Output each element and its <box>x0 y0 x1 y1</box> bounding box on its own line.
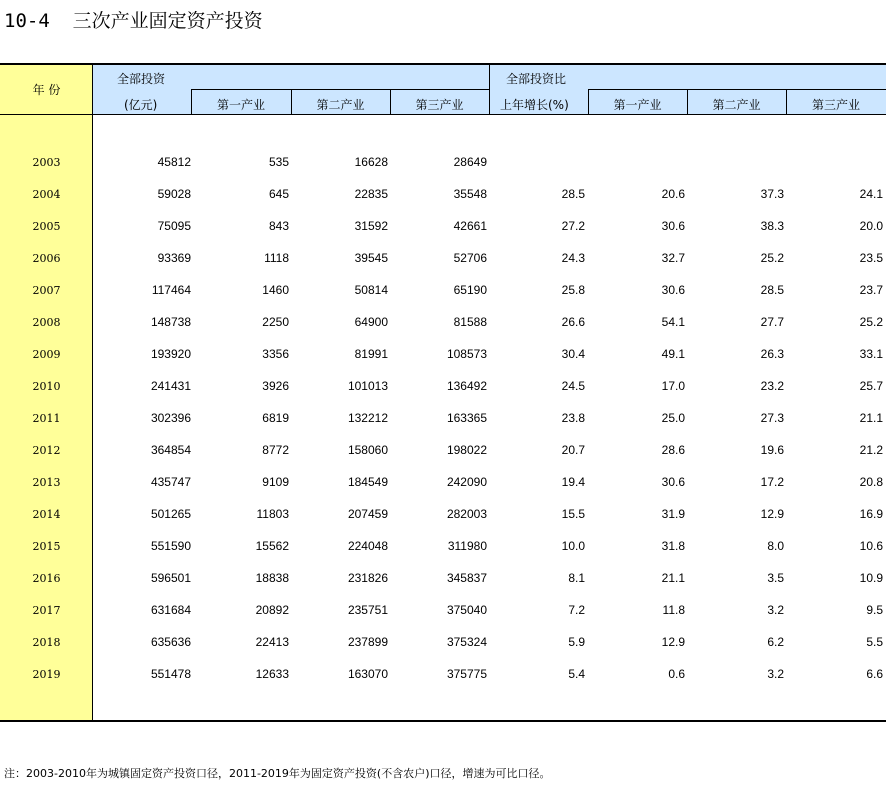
cell-g-tertiary: 25.2 <box>859 315 883 329</box>
cell-tertiary: 282003 <box>446 507 487 521</box>
row-year: 2018 <box>32 636 61 649</box>
cell-secondary: 237899 <box>347 635 388 649</box>
row-year: 2004 <box>32 188 61 201</box>
row-year: 2010 <box>32 380 61 393</box>
cell-g-total: 27.2 <box>561 219 585 233</box>
cell-primary: 12633 <box>255 667 289 681</box>
cell-primary: 1460 <box>262 283 289 297</box>
row-year: 2013 <box>32 476 61 489</box>
cell-secondary: 132212 <box>347 411 388 425</box>
cell-g-tertiary: 33.1 <box>859 347 883 361</box>
cell-g-total: 25.8 <box>561 283 585 297</box>
cell-total: 501265 <box>150 507 191 521</box>
cell-g-total: 19.4 <box>561 475 585 489</box>
header-growth-tertiary: 第三产业 <box>811 98 860 112</box>
cell-secondary: 158060 <box>347 443 388 457</box>
cell-secondary: 64900 <box>354 315 388 329</box>
cell-tertiary: 52706 <box>453 251 487 265</box>
cell-g-tertiary: 21.1 <box>859 411 883 425</box>
cell-g-secondary: 12.9 <box>760 507 784 521</box>
cell-g-tertiary: 10.6 <box>859 539 883 553</box>
cell-total: 148738 <box>150 315 191 329</box>
cell-g-secondary: 27.7 <box>760 315 784 329</box>
cell-g-secondary: 3.2 <box>767 603 784 617</box>
cell-secondary: 39545 <box>354 251 388 265</box>
footnote: 注：2003-2010年为城镇固定资产投资口径，2011-2019年为固定资产投资(不含农户)口径，增速为可比口径。 <box>4 767 551 780</box>
cell-tertiary: 345837 <box>446 571 487 585</box>
cell-tertiary: 28649 <box>453 155 487 169</box>
cell-g-tertiary: 25.7 <box>859 379 883 393</box>
cell-secondary: 50814 <box>354 283 388 297</box>
cell-g-secondary: 23.2 <box>760 379 784 393</box>
cell-g-primary: 28.6 <box>661 443 685 457</box>
cell-total: 635636 <box>150 635 191 649</box>
cell-g-primary: 32.7 <box>661 251 685 265</box>
header-growth-total: 上年增长(%) <box>500 98 569 112</box>
cell-total: 435747 <box>150 475 191 489</box>
cell-primary: 11803 <box>256 507 289 521</box>
cell-secondary: 16628 <box>354 155 388 169</box>
cell-g-tertiary: 10.9 <box>859 571 883 585</box>
cell-g-tertiary: 20.0 <box>859 219 883 233</box>
row-year: 2007 <box>32 284 61 297</box>
row-year: 2014 <box>32 508 61 521</box>
header-secondary: 第二产业 <box>316 98 365 112</box>
cell-g-secondary: 8.0 <box>767 539 784 553</box>
cell-g-total: 7.2 <box>568 603 585 617</box>
cell-g-secondary: 26.3 <box>760 347 784 361</box>
cell-primary: 8772 <box>262 443 289 457</box>
row-year: 2005 <box>32 220 61 233</box>
cell-g-primary: 11.8 <box>662 603 685 617</box>
cell-g-primary: 21.1 <box>661 571 685 585</box>
cell-g-secondary: 6.2 <box>767 635 784 649</box>
cell-g-total: 23.8 <box>561 411 585 425</box>
cell-secondary: 207459 <box>347 507 388 521</box>
cell-total: 45812 <box>157 155 191 169</box>
cell-tertiary: 42661 <box>453 219 487 233</box>
row-year: 2008 <box>32 316 61 329</box>
cell-tertiary: 198022 <box>446 443 487 457</box>
cell-secondary: 235751 <box>347 603 388 617</box>
cell-g-total: 30.4 <box>561 347 585 361</box>
cell-primary: 20892 <box>255 603 289 617</box>
cell-g-secondary: 25.2 <box>760 251 784 265</box>
cell-g-total: 10.0 <box>561 539 585 553</box>
cell-g-primary: 31.9 <box>661 507 685 521</box>
cell-secondary: 31592 <box>354 219 388 233</box>
cell-secondary: 22835 <box>354 187 388 201</box>
cell-g-primary: 30.6 <box>661 475 685 489</box>
row-year: 2012 <box>32 444 61 457</box>
row-year: 2003 <box>32 156 61 169</box>
cell-tertiary: 242090 <box>446 475 487 489</box>
cell-g-secondary: 3.2 <box>767 667 784 681</box>
cell-g-tertiary: 23.7 <box>859 283 883 297</box>
header-growth-primary: 第一产业 <box>613 98 662 112</box>
cell-primary: 15562 <box>255 539 289 553</box>
year-header-divider <box>0 114 93 115</box>
cell-secondary: 163070 <box>347 667 388 681</box>
cell-g-secondary: 28.5 <box>760 283 784 297</box>
cell-g-secondary: 19.6 <box>760 443 784 457</box>
header-subdivider-left <box>191 89 489 90</box>
row-year: 2017 <box>32 604 61 617</box>
cell-g-total: 28.5 <box>561 187 585 201</box>
cell-total: 193920 <box>150 347 191 361</box>
header-growth-secondary: 第二产业 <box>712 98 761 112</box>
cell-g-total: 20.7 <box>561 443 585 457</box>
cell-total: 551478 <box>150 667 191 681</box>
cell-tertiary: 65190 <box>453 283 487 297</box>
cell-total: 596501 <box>150 571 191 585</box>
header-primary: 第一产业 <box>216 98 265 112</box>
cell-g-secondary: 17.2 <box>760 475 784 489</box>
cell-g-total: 24.3 <box>561 251 585 265</box>
header-total-investment: 全部投资 <box>117 72 166 86</box>
cell-primary: 843 <box>268 219 289 233</box>
cell-tertiary: 311980 <box>447 539 487 553</box>
cell-g-secondary: 37.3 <box>760 187 784 201</box>
header-group-divider <box>489 65 490 115</box>
cell-g-secondary: 38.3 <box>760 219 784 233</box>
cell-g-tertiary: 24.1 <box>859 187 883 201</box>
cell-g-secondary: 3.5 <box>767 571 784 585</box>
cell-g-tertiary: 23.5 <box>859 251 883 265</box>
cell-primary: 9109 <box>262 475 289 489</box>
cell-g-total: 5.9 <box>568 635 585 649</box>
header-year: 年 份 <box>32 83 61 97</box>
cell-g-primary: 12.9 <box>661 635 685 649</box>
cell-g-primary: 49.1 <box>661 347 685 361</box>
cell-g-total: 24.5 <box>561 379 585 393</box>
cell-total: 551590 <box>150 539 191 553</box>
cell-secondary: 224048 <box>347 539 388 553</box>
cell-g-tertiary: 5.5 <box>866 635 883 649</box>
row-year: 2015 <box>32 540 61 553</box>
row-year: 2019 <box>32 668 61 681</box>
cell-g-primary: 25.0 <box>661 411 685 425</box>
cell-tertiary: 108573 <box>446 347 487 361</box>
cell-total: 59028 <box>157 187 191 201</box>
cell-total: 75095 <box>157 219 191 233</box>
header-unit: (亿元) <box>124 98 158 112</box>
header-subdivider-right <box>588 89 886 90</box>
cell-secondary: 231826 <box>347 571 388 585</box>
cell-g-tertiary: 6.6 <box>866 667 883 681</box>
header-growth-group: 全部投资比 <box>506 72 567 86</box>
cell-g-total: 26.6 <box>561 315 585 329</box>
row-year: 2006 <box>32 252 61 265</box>
cell-primary: 18838 <box>255 571 289 585</box>
row-year: 2009 <box>32 348 61 361</box>
cell-g-total: 15.5 <box>561 507 585 521</box>
cell-primary: 1118 <box>264 251 289 265</box>
cell-g-primary: 20.6 <box>661 187 685 201</box>
cell-tertiary: 35548 <box>453 187 487 201</box>
header-tertiary: 第三产业 <box>415 98 464 112</box>
cell-total: 93369 <box>157 251 191 265</box>
table-bottom-rule <box>0 720 886 722</box>
cell-g-secondary: 27.3 <box>760 411 784 425</box>
cell-g-tertiary: 21.2 <box>859 443 883 457</box>
cell-g-tertiary: 20.8 <box>859 475 883 489</box>
cell-g-primary: 30.6 <box>661 219 685 233</box>
cell-total: 364854 <box>150 443 191 457</box>
cell-g-primary: 54.1 <box>661 315 685 329</box>
cell-total: 302396 <box>150 411 191 425</box>
cell-g-total: 8.1 <box>568 571 585 585</box>
cell-secondary: 184549 <box>347 475 388 489</box>
cell-primary: 6819 <box>262 411 289 425</box>
cell-total: 117464 <box>151 283 191 297</box>
cell-primary: 645 <box>268 187 289 201</box>
cell-tertiary: 136492 <box>446 379 487 393</box>
cell-g-tertiary: 9.5 <box>866 603 883 617</box>
cell-primary: 3356 <box>262 347 289 361</box>
cell-total: 631684 <box>150 603 191 617</box>
cell-tertiary: 375775 <box>446 667 487 681</box>
cell-g-primary: 0.6 <box>668 667 685 681</box>
cell-tertiary: 81588 <box>453 315 487 329</box>
cell-g-primary: 17.0 <box>661 379 685 393</box>
cell-secondary: 101013 <box>347 379 388 393</box>
cell-tertiary: 163365 <box>446 411 487 425</box>
cell-g-primary: 31.8 <box>661 539 685 553</box>
cell-primary: 22413 <box>255 635 289 649</box>
cell-g-tertiary: 16.9 <box>859 507 883 521</box>
cell-secondary: 81991 <box>354 347 388 361</box>
cell-total: 241431 <box>150 379 191 393</box>
cell-primary: 3926 <box>262 379 289 393</box>
row-year: 2016 <box>32 572 61 585</box>
cell-g-total: 5.4 <box>568 667 585 681</box>
cell-tertiary: 375324 <box>446 635 487 649</box>
cell-primary: 2250 <box>262 315 289 329</box>
cell-tertiary: 375040 <box>446 603 487 617</box>
page-title: 10-4 三次产业固定资产投资 <box>4 10 263 32</box>
row-year: 2011 <box>32 412 61 425</box>
cell-primary: 535 <box>268 155 289 169</box>
cell-g-primary: 30.6 <box>661 283 685 297</box>
